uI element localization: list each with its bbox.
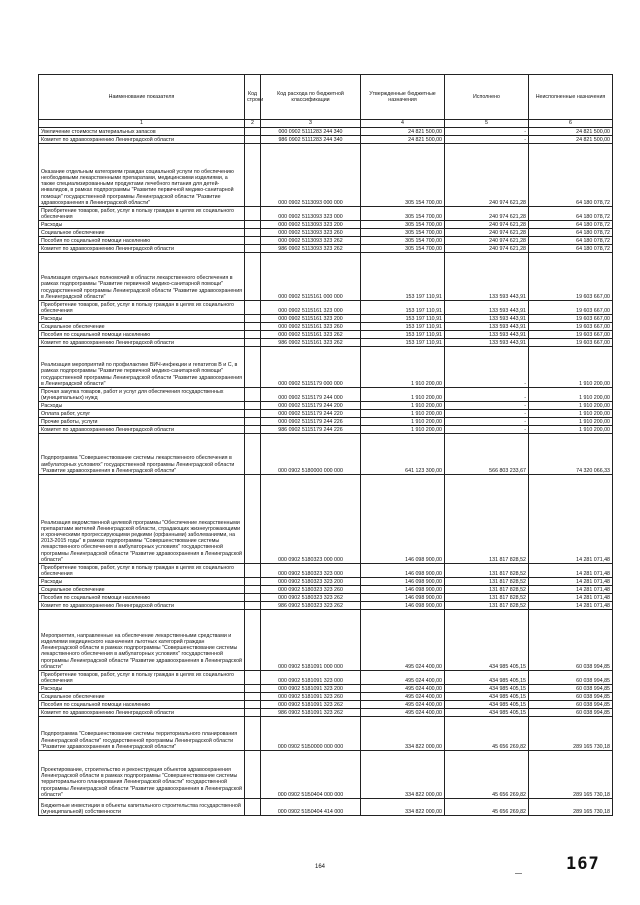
table-row: [39, 315, 613, 323]
row-unexecuted: 64 180 078,72: [529, 144, 613, 207]
row-executed: 133 593 443,91: [445, 315, 529, 323]
table-row: [39, 221, 613, 229]
row-name: Оказание отдельным категориям граждан социальной услуги по обеспечению необходимыми лекарственными препаратами, медицинскими изделиями, а также специализированными продуктами лечебного питания для детей-инвалидов, в рамках подпрограммы "Развитие первичной медико-санитарной помощи" государственной программы Ленинградской области "Развитие здравоохранения в Ленинградской области": [39, 144, 245, 207]
row-line-code: [245, 128, 261, 136]
row-line-code: [245, 339, 261, 347]
row-unexecuted: 64 180 078,72: [529, 229, 613, 237]
row-line-code: [245, 237, 261, 245]
row-name: Реализация ведомственной целевой программы "Обеспечение лекарственными препаратами жителей Ленинградской области, страдающих жизнеугрожающими и хроническими прогрессирующими редкими (орфанными) заболеваниями, на 2013-2015 годы" в рамках подпрограммы "Совершенствование системы лекарственного обеспечения в амбулаторных условиях" государственной программы Ленинградской области "Развитие здравоохранения в Ленинградской области": [39, 475, 245, 564]
row-line-code: [245, 245, 261, 253]
row-line-code: [245, 144, 261, 207]
row-approved: 641 123 300,00: [361, 434, 445, 475]
row-unexecuted: 14 281 071,48: [529, 475, 613, 564]
row-approved: 146 098 900,00: [361, 564, 445, 578]
row-unexecuted: 289 165 730,18: [529, 717, 613, 751]
row-budget-code: 000 0902 5113093 323 000: [261, 207, 361, 221]
row-line-code: [245, 717, 261, 751]
row-approved: 1 910 200,00: [361, 347, 445, 388]
row-unexecuted: 19 603 667,00: [529, 331, 613, 339]
row-unexecuted: 1 910 200,00: [529, 402, 613, 410]
row-unexecuted: 60 038 994,85: [529, 610, 613, 671]
table-row: [39, 144, 613, 207]
row-unexecuted: 14 281 071,48: [529, 594, 613, 602]
table-row: [39, 709, 613, 717]
column-number: 1: [39, 120, 245, 128]
row-name: Пособия по социальной помощи населению: [39, 237, 245, 245]
table-row: [39, 402, 613, 410]
column-number: 3: [261, 120, 361, 128]
table-row: [39, 229, 613, 237]
row-line-code: [245, 434, 261, 475]
row-unexecuted: 1 910 200,00: [529, 418, 613, 426]
row-executed: 131 817 828,52: [445, 586, 529, 594]
row-name: Прочие работы, услуги: [39, 418, 245, 426]
row-approved: 334 822 000,00: [361, 751, 445, 799]
row-executed: 45 656 269,82: [445, 751, 529, 799]
column-number-row: [39, 120, 613, 128]
row-budget-code: 000 0902 5115179 244 000: [261, 388, 361, 402]
row-executed: 133 593 443,91: [445, 323, 529, 331]
row-approved: 495 024 400,00: [361, 671, 445, 685]
row-executed: 240 974 621,28: [445, 237, 529, 245]
row-approved: 153 197 110,91: [361, 339, 445, 347]
row-unexecuted: 24 821 500,00: [529, 128, 613, 136]
row-budget-code: 000 0902 5111283 244 340: [261, 128, 361, 136]
row-line-code: [245, 136, 261, 144]
row-name: Расходы: [39, 578, 245, 586]
row-unexecuted: 14 281 071,48: [529, 602, 613, 610]
row-executed: 133 593 443,91: [445, 339, 529, 347]
row-executed: 45 656 269,82: [445, 717, 529, 751]
row-approved: 495 024 400,00: [361, 709, 445, 717]
row-unexecuted: 1 910 200,00: [529, 426, 613, 434]
row-approved: 495 024 400,00: [361, 685, 445, 693]
row-name: Приобретение товаров, работ, услуг в пользу граждан в целях их социального обеспечения: [39, 564, 245, 578]
row-budget-code: 986 0902 5115161 323 262: [261, 339, 361, 347]
row-name: Социальное обеспечение: [39, 323, 245, 331]
table-row: [39, 253, 613, 301]
table-row: [39, 418, 613, 426]
row-approved: 1 910 200,00: [361, 402, 445, 410]
table-row: [39, 799, 613, 816]
table-row: [39, 602, 613, 610]
row-budget-code: 000 0902 5181091 323 260: [261, 693, 361, 701]
row-name: Пособия по социальной помощи населению: [39, 701, 245, 709]
row-line-code: [245, 418, 261, 426]
table-row: [39, 578, 613, 586]
row-name: Расходы: [39, 315, 245, 323]
row-line-code: [245, 564, 261, 578]
row-line-code: [245, 578, 261, 586]
row-budget-code: 000 0902 5181091 323 262: [261, 701, 361, 709]
row-budget-code: 986 0902 5115179 244 226: [261, 426, 361, 434]
row-name: Социальное обеспечение: [39, 586, 245, 594]
row-approved: 146 098 900,00: [361, 594, 445, 602]
row-approved: 146 098 900,00: [361, 578, 445, 586]
row-unexecuted: 64 180 078,72: [529, 237, 613, 245]
row-budget-code: 000 0902 5181091 323 000: [261, 671, 361, 685]
header-unexecuted: Неисполненные назначения: [529, 75, 613, 120]
row-line-code: [245, 402, 261, 410]
table-row: [39, 594, 613, 602]
table-row: [39, 128, 613, 136]
row-executed: -: [445, 402, 529, 410]
table-row: [39, 610, 613, 671]
row-budget-code: 986 0902 5113093 323 262: [261, 245, 361, 253]
row-executed: 131 817 828,52: [445, 475, 529, 564]
row-line-code: [245, 221, 261, 229]
row-budget-code: 000 0902 5180323 000 000: [261, 475, 361, 564]
row-name: Прочая закупка товаров, работ и услуг для обеспечения государственных (муниципальных) нужд: [39, 388, 245, 402]
row-approved: 305 154 700,00: [361, 229, 445, 237]
row-name: Подпрограмма "Совершенствование системы территориального планирования Ленинградской области" государственной программы Ленинградской области "Развитие здравоохранения в Ленинградской области": [39, 717, 245, 751]
row-executed: 434 985 405,15: [445, 610, 529, 671]
row-budget-code: 000 0902 5180323 323 260: [261, 586, 361, 594]
row-unexecuted: 14 281 071,48: [529, 564, 613, 578]
row-unexecuted: 74 320 066,33: [529, 434, 613, 475]
row-name: Комитет по здравоохранению Ленинградской области: [39, 339, 245, 347]
row-budget-code: 986 0902 5111283 244 340: [261, 136, 361, 144]
table-row: [39, 388, 613, 402]
row-executed: 240 974 621,28: [445, 207, 529, 221]
row-unexecuted: 289 165 730,18: [529, 751, 613, 799]
row-approved: 153 197 110,91: [361, 253, 445, 301]
row-approved: 153 197 110,91: [361, 315, 445, 323]
row-name: Комитет по здравоохранению Ленинградской области: [39, 245, 245, 253]
row-name: Проектирование, строительство и реконструкция объектов здравоохранения Ленинградской области в рамках подпрограммы "Совершенствование системы территориального планирования Ленинградской области" государственной программы Ленинградской области "Развитие здравоохранения в Ленинградской области": [39, 751, 245, 799]
row-approved: 495 024 400,00: [361, 610, 445, 671]
row-approved: 146 098 900,00: [361, 602, 445, 610]
row-executed: 131 817 828,52: [445, 594, 529, 602]
row-executed: 240 974 621,28: [445, 245, 529, 253]
row-budget-code: 000 0902 5113093 000 000: [261, 144, 361, 207]
row-approved: 305 154 700,00: [361, 237, 445, 245]
row-name: Комитет по здравоохранению Ленинградской области: [39, 602, 245, 610]
row-unexecuted: 14 281 071,48: [529, 586, 613, 594]
row-budget-code: 000 0902 5115179 244 226: [261, 418, 361, 426]
row-name: Приобретение товаров, работ, услуг в пользу граждан в целях их социального обеспечения: [39, 301, 245, 315]
table-row: [39, 339, 613, 347]
row-approved: 153 197 110,91: [361, 301, 445, 315]
row-unexecuted: 19 603 667,00: [529, 323, 613, 331]
budget-execution-table: [38, 74, 613, 816]
row-budget-code: 000 0902 5180323 323 000: [261, 564, 361, 578]
table-row: [39, 323, 613, 331]
column-number: 2: [245, 120, 261, 128]
row-unexecuted: 24 821 500,00: [529, 136, 613, 144]
row-executed: -: [445, 418, 529, 426]
row-unexecuted: 60 038 994,85: [529, 701, 613, 709]
row-executed: 434 985 405,15: [445, 701, 529, 709]
row-line-code: [245, 602, 261, 610]
row-line-code: [245, 388, 261, 402]
handwritten-page-stamp: 167: [566, 854, 600, 874]
row-unexecuted: 14 281 071,48: [529, 578, 613, 586]
row-executed: 133 593 443,91: [445, 331, 529, 339]
page-number: 164: [314, 864, 325, 870]
row-approved: 305 154 700,00: [361, 207, 445, 221]
header-indicator-name: Наименование показателя: [39, 75, 245, 120]
row-line-code: [245, 693, 261, 701]
row-line-code: [245, 594, 261, 602]
header-budget-code: Код расхода по бюджетной классификации: [261, 75, 361, 120]
row-budget-code: 000 0902 5181091 323 200: [261, 685, 361, 693]
row-executed: 133 593 443,91: [445, 253, 529, 301]
row-executed: 240 974 621,28: [445, 144, 529, 207]
dash-mark: —: [515, 870, 522, 877]
row-name: Увеличение стоимости материальных запасов: [39, 128, 245, 136]
row-executed: 434 985 405,15: [445, 685, 529, 693]
table-header: [39, 75, 613, 120]
row-approved: 1 910 200,00: [361, 418, 445, 426]
row-budget-code: 000 0902 5115179 000 000: [261, 347, 361, 388]
table-row: [39, 671, 613, 685]
row-line-code: [245, 751, 261, 799]
row-name: Оплата работ, услуг: [39, 410, 245, 418]
row-budget-code: 000 0902 51Б0404 000 000: [261, 751, 361, 799]
table-row: [39, 207, 613, 221]
table-row: [39, 475, 613, 564]
row-approved: 1 910 200,00: [361, 388, 445, 402]
row-line-code: [245, 253, 261, 301]
row-unexecuted: 19 603 667,00: [529, 339, 613, 347]
row-name: Приобретение товаров, работ, услуг в пользу граждан в целях их социального обеспечения: [39, 207, 245, 221]
row-approved: 146 098 900,00: [361, 475, 445, 564]
row-budget-code: 000 0902 5113093 323 200: [261, 221, 361, 229]
row-budget-code: 000 0902 5113093 323 262: [261, 237, 361, 245]
row-budget-code: 986 0902 5180323 323 262: [261, 602, 361, 610]
row-line-code: [245, 610, 261, 671]
row-unexecuted: 19 603 667,00: [529, 301, 613, 315]
row-budget-code: 000 0902 5115161 323 000: [261, 301, 361, 315]
row-budget-code: 000 0902 5113093 323 260: [261, 229, 361, 237]
row-unexecuted: 60 038 994,85: [529, 671, 613, 685]
row-name: Подпрограмма "Совершенствование системы лекарственного обеспечения в амбулаторных условиях" государственной программы Ленинградской области "Развитие здравоохранения в Ленинградской области": [39, 434, 245, 475]
table-row: [39, 426, 613, 434]
row-budget-code: 000 0902 5180323 323 200: [261, 578, 361, 586]
row-unexecuted: 64 180 078,72: [529, 245, 613, 253]
row-executed: 131 817 828,52: [445, 602, 529, 610]
row-line-code: [245, 426, 261, 434]
table-row: [39, 586, 613, 594]
row-name: Социальное обеспечение: [39, 693, 245, 701]
row-unexecuted: 1 910 200,00: [529, 410, 613, 418]
row-name: Бюджетные инвестиции в объекты капитального строительства государственной (муниципальной) собственности: [39, 799, 245, 816]
row-line-code: [245, 347, 261, 388]
row-approved: 305 154 700,00: [361, 245, 445, 253]
row-line-code: [245, 207, 261, 221]
row-unexecuted: 64 180 078,72: [529, 221, 613, 229]
row-unexecuted: 19 603 667,00: [529, 253, 613, 301]
row-name: Расходы: [39, 685, 245, 693]
row-line-code: [245, 323, 261, 331]
row-budget-code: 000 0902 51Б0000 000 000: [261, 717, 361, 751]
row-unexecuted: 60 038 994,85: [529, 685, 613, 693]
row-unexecuted: 64 180 078,72: [529, 207, 613, 221]
row-executed: 131 817 828,52: [445, 578, 529, 586]
row-executed: 240 974 621,28: [445, 229, 529, 237]
row-budget-code: 000 0902 51Б0404 414 000: [261, 799, 361, 816]
row-name: Реализация мероприятий по профилактике ВИЧ-инфекции и гепатитов B и C, в рамках подпрограммы "Развитие первичной медико-санитарной помощи" государственной программы Ленинградской области "Развитие здравоохранения в Ленинградской области": [39, 347, 245, 388]
row-line-code: [245, 331, 261, 339]
row-budget-code: 000 0902 5115161 323 262: [261, 331, 361, 339]
row-approved: 1 910 200,00: [361, 426, 445, 434]
row-executed: -: [445, 347, 529, 388]
row-name: Пособия по социальной помощи населению: [39, 331, 245, 339]
row-name: Расходы: [39, 221, 245, 229]
row-budget-code: 000 0902 5180323 323 262: [261, 594, 361, 602]
row-unexecuted: 60 038 994,85: [529, 693, 613, 701]
table-row: [39, 136, 613, 144]
row-unexecuted: 1 910 200,00: [529, 388, 613, 402]
row-approved: 153 197 110,91: [361, 331, 445, 339]
row-name: Приобретение товаров, работ, услуг в пользу граждан в целях их социального обеспечения: [39, 671, 245, 685]
row-budget-code: 000 0902 5115179 244 220: [261, 410, 361, 418]
row-approved: 146 098 900,00: [361, 586, 445, 594]
row-approved: 1 910 200,00: [361, 410, 445, 418]
row-executed: 434 985 405,15: [445, 693, 529, 701]
header-approved: Утвержденные бюджетные назначения: [361, 75, 445, 120]
row-line-code: [245, 475, 261, 564]
row-budget-code: 000 0902 5115161 323 200: [261, 315, 361, 323]
row-line-code: [245, 410, 261, 418]
row-budget-code: 000 0902 5115161 000 000: [261, 253, 361, 301]
row-name: Комитет по здравоохранению Ленинградской области: [39, 136, 245, 144]
row-approved: 495 024 400,00: [361, 701, 445, 709]
row-name: Пособия по социальной помощи населению: [39, 594, 245, 602]
column-number: 6: [529, 120, 613, 128]
row-unexecuted: 60 038 994,85: [529, 709, 613, 717]
column-number: 4: [361, 120, 445, 128]
row-line-code: [245, 671, 261, 685]
row-name: Комитет по здравоохранению Ленинградской области: [39, 426, 245, 434]
row-executed: -: [445, 388, 529, 402]
row-approved: 24 821 500,00: [361, 136, 445, 144]
table-row: [39, 717, 613, 751]
row-budget-code: 000 0902 5115161 323 260: [261, 323, 361, 331]
row-budget-code: 000 0902 5115179 244 200: [261, 402, 361, 410]
row-line-code: [245, 586, 261, 594]
table-body: [39, 120, 613, 816]
row-line-code: [245, 799, 261, 816]
row-unexecuted: 1 910 200,00: [529, 347, 613, 388]
row-line-code: [245, 685, 261, 693]
header-line-code: Код строки: [245, 75, 261, 120]
row-executed: 434 985 405,15: [445, 709, 529, 717]
row-executed: -: [445, 410, 529, 418]
row-unexecuted: 289 165 730,18: [529, 799, 613, 816]
row-name: Комитет по здравоохранению Ленинградской области: [39, 709, 245, 717]
table-row: [39, 245, 613, 253]
row-approved: 305 154 700,00: [361, 221, 445, 229]
row-line-code: [245, 315, 261, 323]
row-line-code: [245, 709, 261, 717]
row-budget-code: 000 0902 5180000 000 000: [261, 434, 361, 475]
row-approved: 153 197 110,91: [361, 323, 445, 331]
table-row: [39, 410, 613, 418]
row-approved: 495 024 400,00: [361, 693, 445, 701]
row-name: Социальное обеспечение: [39, 229, 245, 237]
row-unexecuted: 19 603 667,00: [529, 315, 613, 323]
row-executed: 434 985 405,15: [445, 671, 529, 685]
table-row: [39, 434, 613, 475]
row-executed: 131 817 828,52: [445, 564, 529, 578]
table-row: [39, 701, 613, 709]
table-row: [39, 693, 613, 701]
row-approved: 334 822 000,00: [361, 799, 445, 816]
table-row: [39, 751, 613, 799]
row-approved: 24 821 500,00: [361, 128, 445, 136]
row-budget-code: 000 0902 5181091 000 000: [261, 610, 361, 671]
row-approved: 334 822 000,00: [361, 717, 445, 751]
row-executed: 45 656 269,82: [445, 799, 529, 816]
table-row: [39, 237, 613, 245]
row-executed: -: [445, 136, 529, 144]
row-executed: 240 974 621,28: [445, 221, 529, 229]
row-approved: 305 154 700,00: [361, 144, 445, 207]
row-name: Мероприятия, направленные на обеспечение лекарственными средствами и изделиями медицинского назначения льготных категорий граждан Ленинградской области в рамках подпрограммы "Совершенствование системы лекарственного обеспечения в амбулаторных условиях" государственной программы Ленинградской области "Развитие здравоохранения в Ленинградской области": [39, 610, 245, 671]
row-executed: 133 593 443,91: [445, 301, 529, 315]
row-budget-code: 986 0902 5181091 323 262: [261, 709, 361, 717]
row-name: Реализация отдельных полномочий в области лекарственного обеспечения в рамках подпрограммы "Развитие первичной медико-санитарной помощи" государственной программы Ленинградской области "Развитие здравоохранения в Ленинградской области": [39, 253, 245, 301]
column-number: 5: [445, 120, 529, 128]
table-row: [39, 331, 613, 339]
row-line-code: [245, 301, 261, 315]
table-row: [39, 347, 613, 388]
row-line-code: [245, 229, 261, 237]
row-executed: -: [445, 128, 529, 136]
table-row: [39, 564, 613, 578]
row-line-code: [245, 701, 261, 709]
row-executed: -: [445, 426, 529, 434]
header-executed: Исполнено: [445, 75, 529, 120]
table-row: [39, 685, 613, 693]
row-executed: 566 803 233,67: [445, 434, 529, 475]
table-row: [39, 301, 613, 315]
row-name: Расходы: [39, 402, 245, 410]
